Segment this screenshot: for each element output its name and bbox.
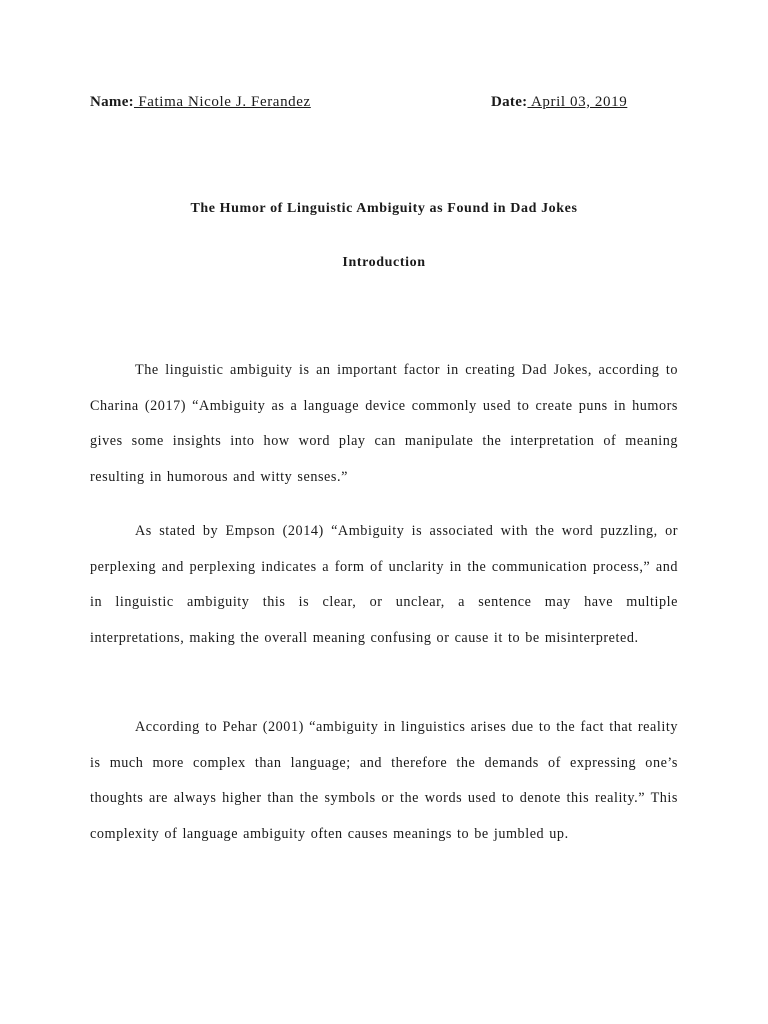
name-value: Fatima Nicole J. Ferandez [133,94,311,110]
name-label: Name: [90,94,134,110]
date-label: Date: [490,94,528,110]
paragraph-2: As stated by Empson (2014) “Ambiguity is associated with the word puzzling, or perplexing and perplexing indicates a form of unclarity in the communication process,” and in linguistic ambiguity this is clear, or unclear, a sentence may have multiple interpretations, making the overall meaning confusing or cause it to be misinterpreted. [90,523,678,646]
section-heading: Introduction [342,255,426,270]
paragraph-3: According to Pehar (2001) “ambiguity in linguistics arises due to the fact that reality is much more complex than language; and therefore the demands of expressing one’s thoughts are always higher than the symbols or the words used to denote this reality.” This complexity of language ambiguity often causes meanings to be jumbled up. [90,719,678,842]
document-title: The Humor of Linguistic Ambiguity as Found in Dad Jokes [190,201,578,216]
paragraph-1: The linguistic ambiguity is an important factor in creating Dad Jokes, according to Charina (2017) “Ambiguity as a language device commonly used to create puns in humors gives some insights into how word play can manipulate the interpretation of meaning resulting in humorous and witty senses.” [90,362,678,485]
name-date-header [90,91,690,113]
date-value: April 03, 2019 [527,94,628,110]
